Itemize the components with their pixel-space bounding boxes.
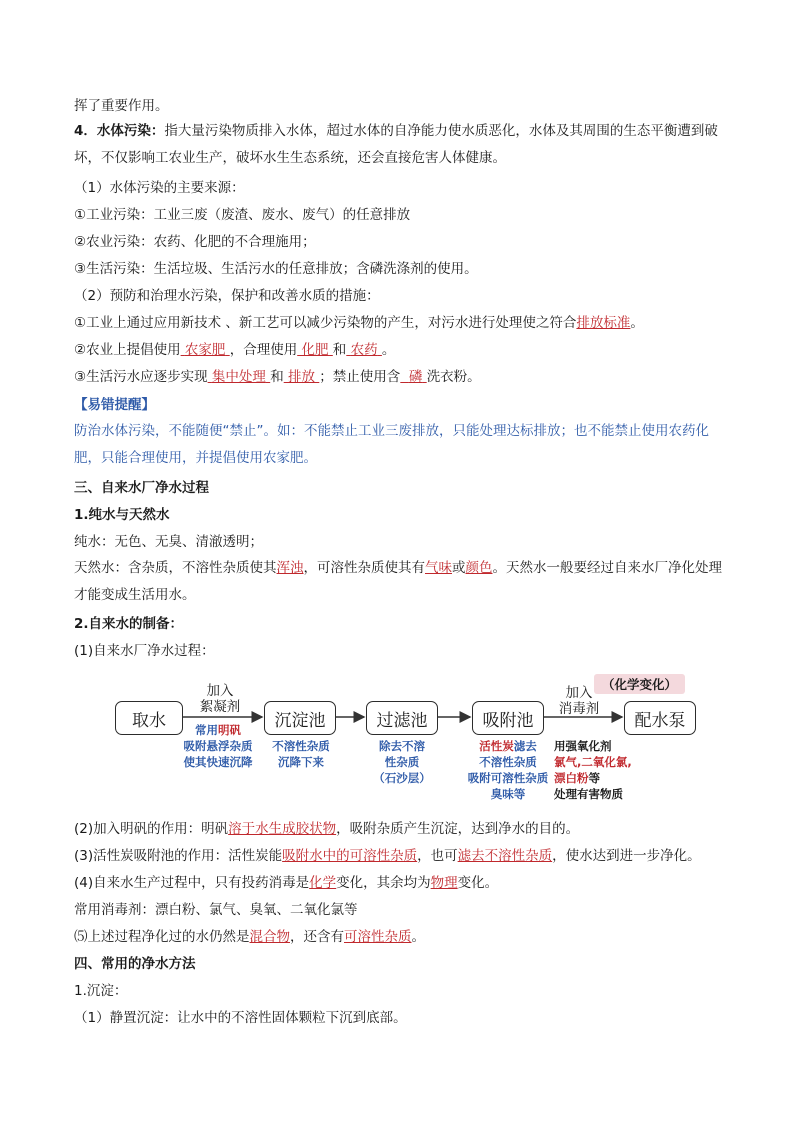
text: 处理有害物质 [554,787,623,801]
answer-text: 排放 [288,369,315,385]
text: 漂白粉 [554,771,589,785]
text: ，使水达到进一步净化。 [552,848,701,864]
answer-blank: 可溶性杂质 [344,929,412,945]
subsection-sedimentation: 1.沉淀： [74,983,128,999]
section-3-title: 三、自来水厂净水过程 [74,480,209,496]
text: ③生活污水应逐步实现 [74,369,208,385]
answer-blank: 滤去不溶性杂质 [457,848,553,864]
text: (4)自来水生产过程中，只有投药消毒是 [74,875,310,891]
text: 用强氧化剂 [554,739,612,753]
answer-blank: 浑浊 [276,560,304,576]
answer-blank: 排放标准 [576,315,631,331]
note-intake [168,722,268,770]
text: 或 [452,560,466,576]
text: 。天然水一般要经过自来水厂净化处理才能变成生活用水。 [74,560,722,603]
answer-blank: 物理 [430,875,458,891]
source-domestic: ③生活污染：生活垃圾、生活污水的任意排放；含磷洗涤剂的使用。 [74,261,478,277]
text: 滤去 [513,739,537,753]
text: 臭味等 [490,787,526,801]
text: (2)加入明矾的作用：明矾 [74,821,229,837]
answer-text: 化肥 [301,342,329,358]
label-line: 消毒剂 [558,701,600,717]
answer-text: 农家肥 [184,342,226,358]
text: 活性炭 [479,739,514,753]
sources-heading: （1）水体污染的主要来源： [74,180,245,196]
tip-label: 【易错提醒】 [74,397,155,413]
source-industrial: ①工业污染：工业三废（废渣、废水、废气）的任意排放 [74,207,411,223]
answer-blank: 颜色 [465,560,493,576]
intro-tail: 挥了重要作用。 [74,98,169,114]
arrow-1-label [190,683,250,715]
text: ⑸上述过程净化过的水仍然是 [74,929,250,945]
section-4-title: 4．水体污染： [74,123,165,139]
text: ，也可 [417,848,458,864]
step-adsorption: 吸附池 [472,701,544,735]
chemical-change-tag: （化学变化） [594,674,685,694]
text: 除去不溶 [379,739,425,753]
label-line: 加入 [565,685,593,701]
section-4b-title: 四、常用的净水方法 [74,956,196,972]
tip-text: 防治水体污染，不能随便“禁止”。如：不能禁止工业三废排放，只能处理达标排放；也不能禁止使用农药化肥，只能合理使用，并提倡使用农家肥。 [74,423,709,466]
text: ，合理使用 [229,342,298,358]
text: 变化。 [457,875,499,891]
text: 等 [588,771,600,785]
text: 和 [332,342,347,358]
text: 使其快速沉降 [183,755,253,769]
pure-water: 纯水：无色、无臭、清澈透明； [74,534,263,550]
text: 氯气,二氧化氯, [554,755,632,769]
subsection-preparation: 2.自来水的制备： [74,616,184,632]
q5-mixture [74,927,425,947]
step-distribution-pump: 配水泵 [624,701,696,735]
q4-change-type [74,873,498,893]
text: （石沙层） [373,771,431,785]
step-filtration: 过滤池 [366,701,438,735]
answer-text: 磷 [408,369,423,385]
q2-alum [74,819,579,839]
text: 洗衣粉。 [426,369,481,385]
text: 明矾 [218,723,241,737]
note-sedimentation [258,738,344,770]
text: 吸附可溶性杂质 [467,771,549,785]
measures-heading: （2）预防和治理水污染，保护和改善水质的措施： [74,288,380,304]
text: ，吸附杂质产生沉淀，达到净水的目的。 [336,821,580,837]
answer-blank: 溶于水生成胶状物 [228,821,337,837]
step-sedimentation: 沉淀池 [264,701,336,735]
source-agricultural: ②农业污染：农药、化肥的不合理施用； [74,234,316,250]
answer-blank: 化学 [309,875,337,891]
note-adsorption [454,738,562,802]
text: 吸附悬浮杂质 [183,739,253,753]
text: 不溶性杂质 [479,755,537,769]
text: ①工业上通过应用新技术 、新工艺可以减少污染物的产生，对污水进行处理使之符合 [74,315,577,331]
label-line: 絮凝剂 [199,699,241,715]
label-line: 加入 [206,683,234,699]
text: 。 [411,929,425,945]
text: 天然水：含杂质，不溶性杂质使其 [74,560,277,576]
text: ，还含有 [290,929,344,945]
text: ②农业上提倡使用 [74,342,181,358]
text: 和 [270,369,284,385]
text: 常用 [195,723,218,737]
note-distribution [554,738,654,802]
static-sedimentation: （1）静置沉淀：让水中的不溶性固体颗粒下沉到底部。 [74,1010,407,1026]
text: 不溶性杂质 [272,739,330,753]
text: 性杂质 [384,755,420,769]
answer-blank: 气味 [425,560,452,576]
text: 。 [630,315,644,331]
text: ；禁止使用含 [319,369,401,385]
process-heading: (1)自来水厂净水过程： [74,643,215,659]
answer-text: 农药 [350,342,378,358]
text: ，可溶性杂质使其有 [303,560,425,576]
text: 沉降下来 [278,755,324,769]
step-intake: 取水 [115,701,183,735]
text: (3)活性炭吸附池的作用：活性炭能 [74,848,283,864]
note-filtration [362,738,442,786]
answer-blank: 吸附水中的可溶性杂质 [282,848,418,864]
answer-blank: 混合物 [249,929,290,945]
common-disinfectants: 常用消毒剂：漂白粉、氯气、臭氧、二氧化氯等 [74,902,358,918]
text: 。 [381,342,396,358]
subsection-pure-natural: 1.纯水与天然水 [74,507,170,523]
section-4-body: 指大量污染物质排入水体，超过水体的自净能力使水质恶化，水体及其周围的生态平衡遭到破坏，不仅影响工农业生产，破坏水生生态系统，还会直接危害人体健康。 [74,123,718,166]
q3-activated-carbon [74,846,701,866]
text: 变化，其余均为 [336,875,431,891]
answer-text: 集中处理 [211,369,266,385]
